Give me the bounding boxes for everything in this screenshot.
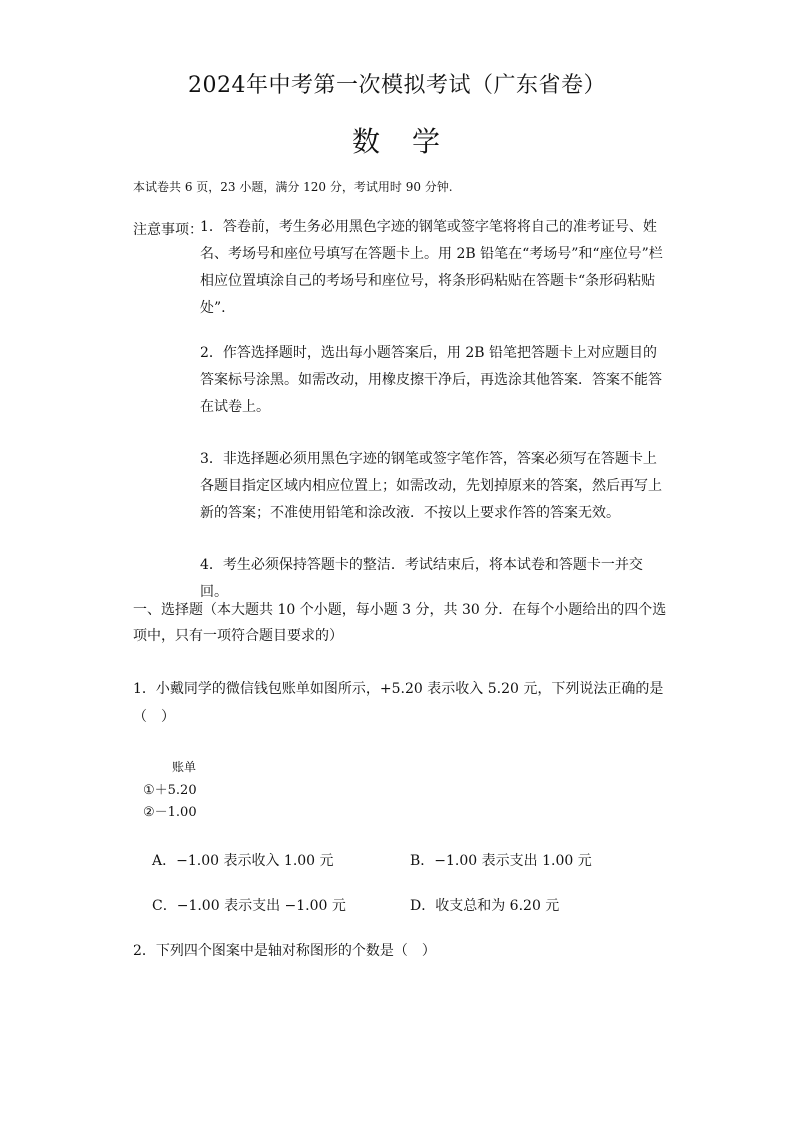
option-a: A．−1.00 表示收入 1.00 元	[152, 853, 334, 869]
bill-row: ②－1.00	[143, 805, 197, 820]
notice-item-2: 2．作答选择题时，选出每小题答案后，用 2B 铅笔把答题卡上对应题目的答案标号涂黑。如需改动，用橡皮擦干净后，再选涂其他答案．答案不能答在试卷上。	[200, 345, 662, 415]
notice-label: 注意事项：	[133, 222, 203, 238]
notice-item-1: 1．答卷前，考生务必用黑色字迹的钢笔或签字笔将将自己的准考证号、姓名、考场号和座位号填写在答题卡上。用 2B 铅笔在“考场号”和“座位号”栏相应位置填涂自己的考场号和座位号，将条形码粘贴在答题卡“条形码粘贴处”.	[200, 219, 663, 316]
option-d: D．收支总和为 6.20 元	[410, 898, 560, 914]
notice-item-3: 3．非选择题必须用黑色字迹的钢笔或签字笔作答，答案必须写在答题卡上各题目指定区域内相应位置上；如需改动，先划掉原来的答案，然后再写上新的答案；不准使用铅笔和涂改液．不按以上要求作答的答案无效。	[200, 451, 662, 521]
bill-row: ①＋5.20	[143, 783, 197, 798]
exam-title: 2024年中考第一次模拟考试（广东省卷）	[188, 73, 606, 98]
option-b: B．−1.00 表示支出 1.00 元	[410, 853, 592, 869]
question-1-text: 1．小戴同学的微信钱包账单如图所示，+5.20 表示收入 5.20 元，下列说法正确的是	[133, 681, 664, 697]
notice-item-4: 4．考生必须保持答题卡的整洁．考试结束后，将本试卷和答题卡一并交回。	[200, 557, 643, 600]
bill-title: 账单	[172, 760, 197, 774]
option-c: C．−1.00 表示支出 −1.00 元	[152, 898, 346, 914]
section-heading: 一、选择题（本大题共 10 个小题，每小题 3 分，共 30 分．在每个小题给出的四个选项中，只有一项符合题目要求的）	[133, 602, 667, 644]
subject-title: 数 学	[351, 125, 442, 158]
exam-intro: 本试卷共 6 页，23 小题，满分 120 分，考试用时 90 分钟.	[133, 180, 453, 194]
question-1-bracket: （ ）	[133, 709, 175, 725]
question-2-text: 2．下列四个图案中是轴对称图形的个数是（ ）	[133, 943, 436, 959]
